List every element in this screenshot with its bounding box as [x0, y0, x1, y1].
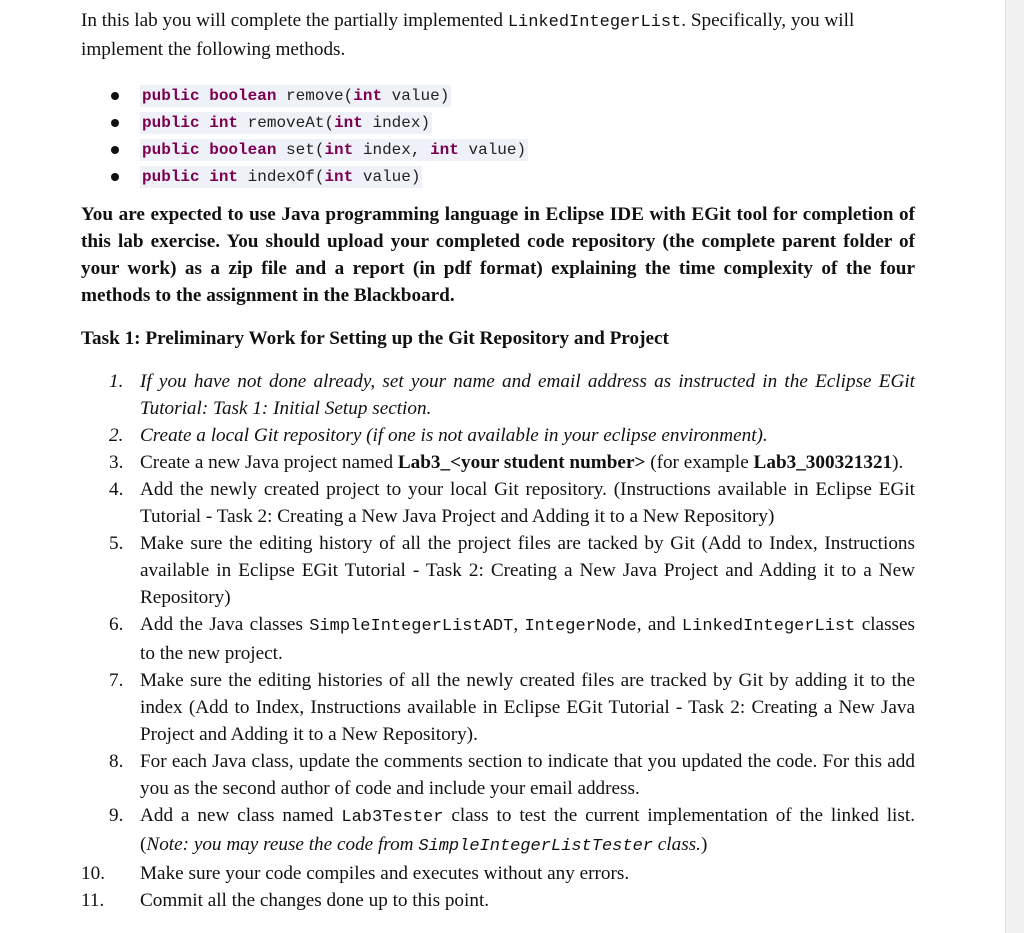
step-item [81, 887, 915, 914]
bullet-icon [111, 146, 119, 154]
step-item [81, 748, 915, 802]
task1-heading: Task 1: Preliminary Work for Setting up the Git Repository and Project [81, 328, 669, 349]
step-number: 1. [109, 371, 124, 392]
step-number: 4. [109, 479, 124, 500]
step-number: 8. [109, 751, 124, 772]
class-name-code: LinkedIntegerList [507, 13, 682, 32]
method-list [81, 81, 915, 189]
step-item [81, 667, 915, 748]
step-item [81, 860, 915, 887]
project-example: Lab3_300321321 [753, 452, 893, 473]
intro-text: In this lab you will complete the partially implemented [81, 10, 508, 31]
step-text: Add the newly created project to your local Git repository. (Instructions available in Eclipse EGit Tutorial - Task 2: Creating a New Java Project and Adding it to a New Repository) [140, 479, 915, 527]
bullet-icon [111, 119, 119, 127]
expectations-paragraph: You are expected to use Java programming language in Eclipse IDE with EGit tool for completion of this lab exercise. You should upload your completed code repository (the complete parent folder of your work) as a zip file and a report (in pdf format) explaining the time complexity of the four methods to the assignment in the Blackboard. [81, 204, 915, 306]
step-number: 11. [81, 890, 105, 911]
method-item [81, 108, 915, 135]
class-code: Lab3Tester [341, 808, 444, 827]
method-signature: public boolean remove(int value) [142, 87, 450, 105]
project-name: Lab3_<your student number> [397, 452, 646, 473]
step-item [81, 422, 915, 449]
method-item [81, 81, 915, 108]
step-number: 10. [81, 863, 105, 884]
bullet-icon [111, 92, 119, 100]
class-code: SimpleIntegerListADT [309, 617, 514, 636]
step-number: 3. [109, 452, 124, 473]
method-signature: public int removeAt(int index) [142, 114, 431, 132]
class-code: LinkedIntegerList [681, 617, 856, 636]
step-number: 6. [109, 614, 124, 635]
class-code: SimpleIntegerListTester [418, 837, 653, 856]
step-text: If you have not done already, set your name and email address as instructed in the Eclipse EGit Tutorial: Task 1: Initial Setup section. [140, 371, 915, 419]
step-item: 6. Add the Java classes SimpleIntegerListADT, IntegerNode, and LinkedIntegerList classes to the new project. [81, 611, 915, 667]
bullet-icon [111, 173, 119, 181]
method-item [81, 162, 915, 189]
intro-text-end: . Specifically, you will implement the following methods. [81, 10, 855, 60]
method-signature: public int indexOf(int value) [142, 168, 421, 186]
step-text: Make sure your code compiles and executes without any errors. [140, 863, 630, 884]
step-item [81, 476, 915, 530]
class-code: IntegerNode [524, 617, 637, 636]
step-text: For each Java class, update the comments section to indicate that you updated the code. For this add you as the second author of code and include your email address. [140, 751, 915, 799]
note-text: Note: you may reuse the code from [146, 834, 419, 855]
method-item [81, 135, 915, 162]
step-item: 3. Create a new Java project named Lab3_<your student number> (for example Lab3_300321321). [81, 449, 915, 476]
step-item [81, 368, 915, 422]
step-item [81, 530, 915, 611]
step-text: Create a local Git repository (if one is not available in your eclipse environment). [140, 425, 768, 446]
step-text: Make sure the editing history of all the project files are tacked by Git (Add to Index, Instructions available in Eclipse EGit Tutorial - Task 2: Creating a New Java Project and Adding it to a New Repository) [140, 533, 915, 608]
task1-steps [81, 368, 915, 914]
step-text: Commit all the changes done up to this point. [140, 890, 490, 911]
step-number: 7. [109, 670, 124, 691]
scrollbar[interactable] [1005, 0, 1024, 933]
step-text: Make sure the editing histories of all the newly created files are tracked by Git by adding it to the index (Add to Index, Instructions available in Eclipse EGit Tutorial - Task 2: Creating a New Java Project and Adding it to a New Repository). [140, 670, 915, 745]
intro-paragraph [81, 7, 915, 63]
method-signature: public boolean set(int index, int value) [142, 141, 527, 159]
step-number: 5. [109, 533, 124, 554]
document-page [81, 7, 915, 914]
step-number: 2. [109, 425, 124, 446]
step-number: 9. [109, 805, 124, 826]
step-item: 9. Add a new class named Lab3Tester class to test the current implementation of the linked list. (Note: you may reuse the code from SimpleIntegerListTester class.) [81, 802, 915, 860]
